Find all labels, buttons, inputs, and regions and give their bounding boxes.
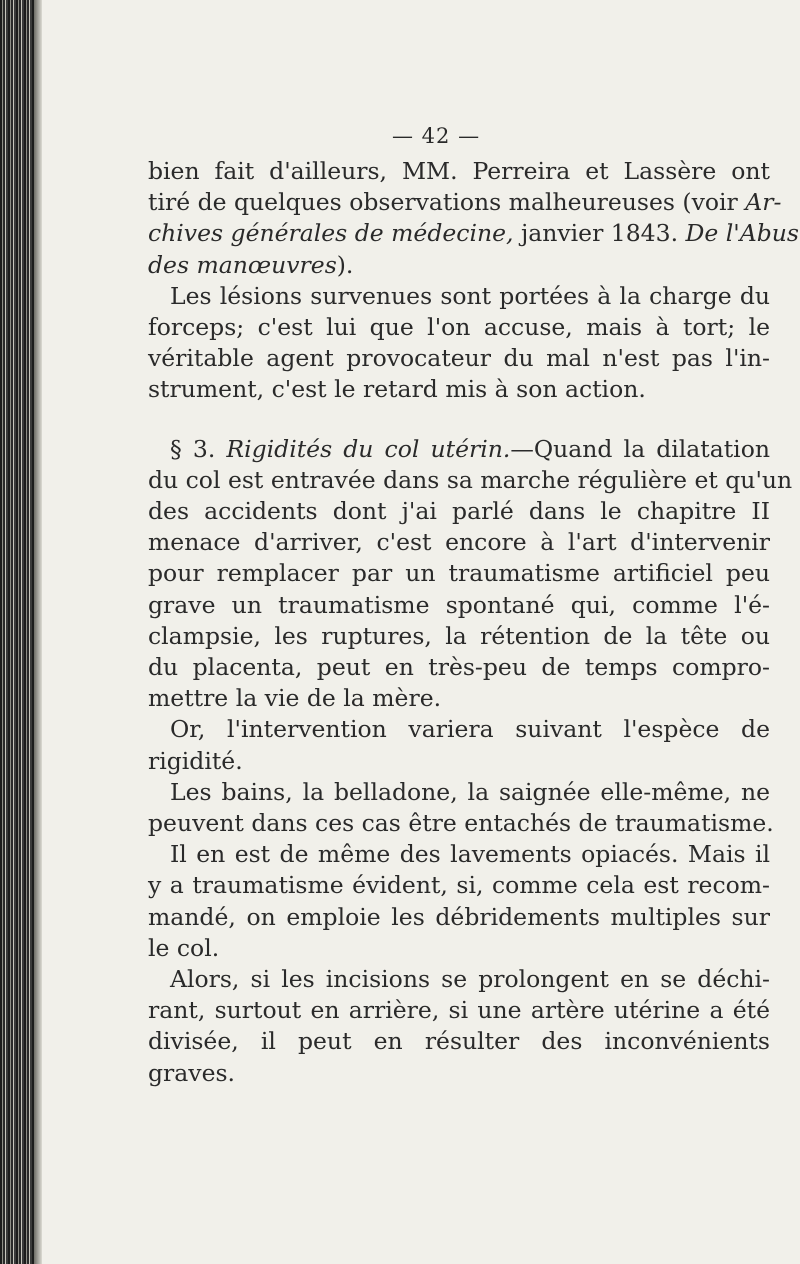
text-line: véritable agent provocateur du mal n'est pas l'in- [148,344,770,373]
text-line: grave un traumatisme spontané qui, comme l'é- [148,590,770,619]
text-line: Il en est de même des lavements opiacés. Mais il [170,840,770,869]
text-line: Les lésions survenues sont portées à la charge du [170,281,770,310]
text-line: clampsie, les ruptures, la rétention de la tête ou [148,621,770,650]
text-line: mandé, on emploie les débridements multiples sur [148,902,770,931]
text-line: des manœuvres). [148,250,354,279]
text-line: tiré de quelques observations malheureuses (voir Ar- [148,188,782,217]
text-line: du col est entravée dans sa marche régulière et qu'un [148,465,793,494]
text-line: divisée, il peut en résulter des inconvénients [148,1027,770,1056]
section-heading-line: § 3. Rigidités du col utérin.—Quand la dilatation [170,434,770,463]
text-line: bien fait d'ailleurs, MM. Perreira et Lassère ont [148,157,770,185]
book-binding [0,0,34,1264]
text-line: des accidents dont j'ai parlé dans le chapitre II [148,497,770,526]
text-line: menace d'arriver, c'est encore à l'art d'intervenir [148,528,770,557]
text-line: le col. [148,933,220,962]
text-line: pour remplacer par un traumatisme artificiel peu [148,559,770,588]
text-line: Or, l'intervention variera suivant l'espèce de [170,715,770,744]
text-line: mettre la vie de la mère. [148,684,442,713]
text-line: forceps; c'est lui que l'on accuse, mais à tort; le [148,313,770,342]
text-line: du placenta, peut en très-peu de temps compro- [148,653,770,682]
text-line: peuvent dans ces cas être entachés de traumatisme. [148,809,774,838]
text-line: chives générales de médecine, janvier 1843. De l'Abus [148,219,799,248]
text-line: y a traumatisme évident, si, comme cela est recom- [148,871,770,900]
text-line: Les bains, la belladone, la saignée elle-même, ne [170,777,770,806]
page-text [148,156,799,1089]
text-line: Alors, si les incisions se prolongent en se déchi- [170,965,770,994]
page-number: — 42 — [392,124,481,148]
text-line: graves. [148,1058,236,1087]
text-line: rigidité. [148,746,243,775]
section-title: Rigidités du col utérin. [226,434,511,463]
text-line: rant, surtout en arrière, si une artère utérine a été [148,996,770,1025]
text-line: strument, c'est le retard mis à son action. [148,375,646,404]
binding-shadow [34,0,42,1264]
